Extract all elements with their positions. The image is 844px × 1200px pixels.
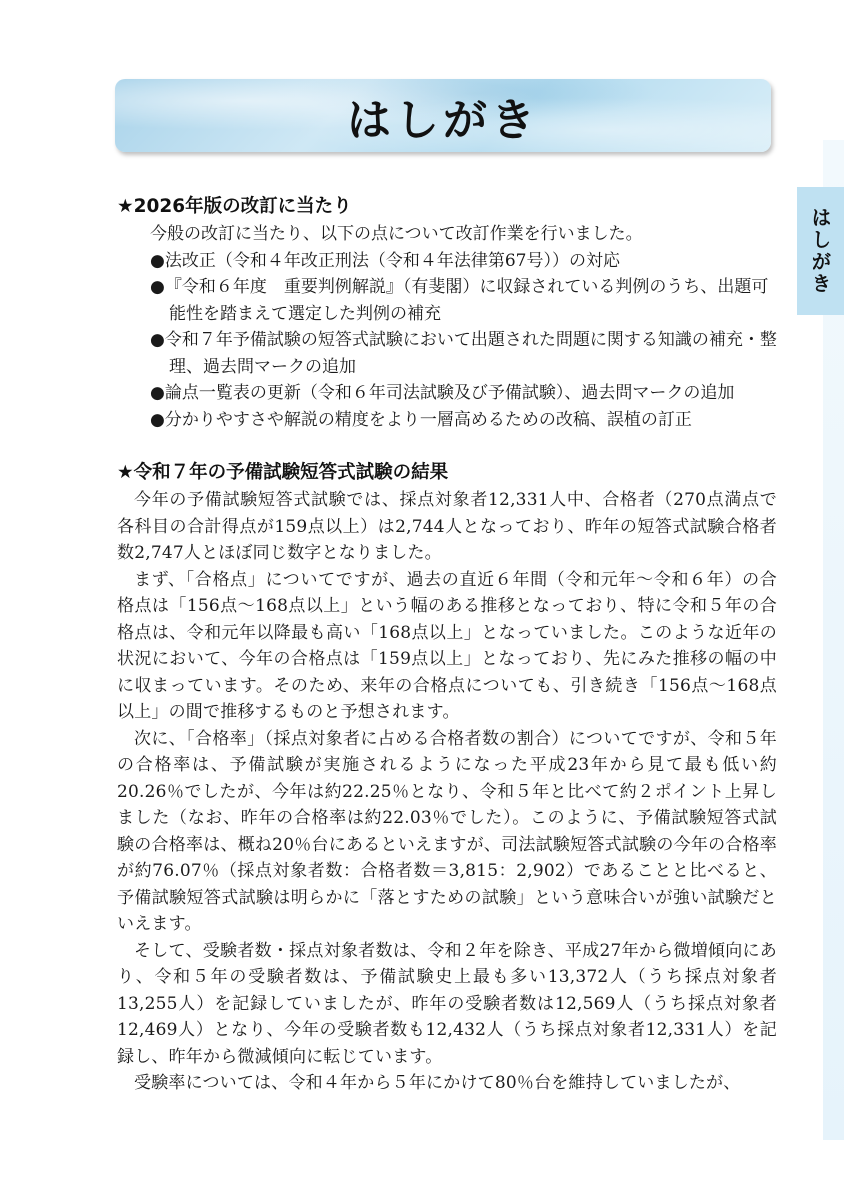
list-item: ●令和７年予備試験の短答式試験において出題された問題に関する知識の補充・整理、過去問マークの追加 <box>150 330 777 377</box>
paragraph: 受験率については、令和４年から５年にかけて80％台を維持していましたが、 <box>134 1073 741 1093</box>
main-content <box>117 193 777 1097</box>
paragraph: そして、受験者数・採点対象者数は、令和２年を除き、平成27年から微増傾向にあり、令和５年の受験者数は、予備試験史上最も多い13,372人（うち採点対象者13,255人）を記録していましたが、昨年の受験者数は12,569人（うち採点対象者12,469人）となり、今年の受験者数も12,432人（うち採点対象者12,331人）を記録し、昨年から微減傾向に転じています。 <box>117 940 777 1067</box>
paragraph: 次に、「合格率」（採点対象者に占める合格者数の割合）についてですが、令和５年の合格率は、予備試験が実施されるようになった平成23年から見て最も低い約20.26％でしたが、今年は約22.25％となり、令和５年と比べて約２ポイント上昇しました（なお、昨年の合格率は約22.03％でした）。このように、予備試験短答式試験の合格率は、概ね20％台にあるといえますが、司法試験短答式試験の今年の合格率が約76.07％（採点対象者数：合格者数＝3,815：2,902）であることと比べると、予備試験短答式試験は明らかに「落とすための試験」という意味合いが強い試験だといえます。 <box>117 728 777 934</box>
page-title: はしがき <box>347 94 539 146</box>
section-heading-results: ★令和７年の予備試験短答式試験の結果 <box>117 462 449 483</box>
bullet-icon: ● <box>150 409 165 430</box>
paragraph: 今年の予備試験短答式試験では、採点対象者12,331人中、合格者（270点満点で各科目の合計得点が159点以上）は2,744人となっており、昨年の短答式試験合格者数2,747人とほぼ同じ数字となりました。 <box>117 490 777 563</box>
list-item: ●分かりやすさや解説の精度をより一層高めるための改稿、誤植の訂正 <box>150 409 692 430</box>
revision-list <box>117 248 777 434</box>
bullet-icon: ● <box>150 330 165 350</box>
chapter-index-tab <box>797 187 844 315</box>
list-item: ●『令和６年度 重要判例解説』（有斐閣）に収録されている判例のうち、出題可能性を踏まえて選定した判例の補充 <box>150 277 769 324</box>
revision-lead: 今般の改訂に当たり、以下の点について改訂作業を行いました。 <box>150 224 643 244</box>
bullet-icon: ● <box>150 383 165 403</box>
section-heading-revision: ★2026年版の改訂に当たり <box>117 196 352 217</box>
results-section <box>117 459 777 1097</box>
bullet-icon: ● <box>150 250 165 271</box>
bullet-icon: ● <box>150 277 165 297</box>
list-item: ●論点一覧表の更新（令和６年司法試験及び予備試験）、過去問マークの追加 <box>150 383 735 403</box>
chapter-index-label: はしがき <box>808 207 832 295</box>
paragraph: まず、「合格点」についてですが、過去の直近６年間（令和元年～令和６年）の合格点は「156点～168点以上」という幅のある推移となっており、特に令和５年の合格点は、令和元年以降最も高い「168点以上」となっていました。このような近年の状況において、今年の合格点は「159点以上」となっており、先にみた推移の幅の中に収まっています。そのため、来年の合格点についても、引き続き「156点～168点以上」の間で推移するものと予想されます。 <box>117 569 777 722</box>
title-banner <box>115 79 771 152</box>
list-item: ●法改正（令和４年改正刑法（令和４年法律第67号））の対応 <box>150 250 620 271</box>
